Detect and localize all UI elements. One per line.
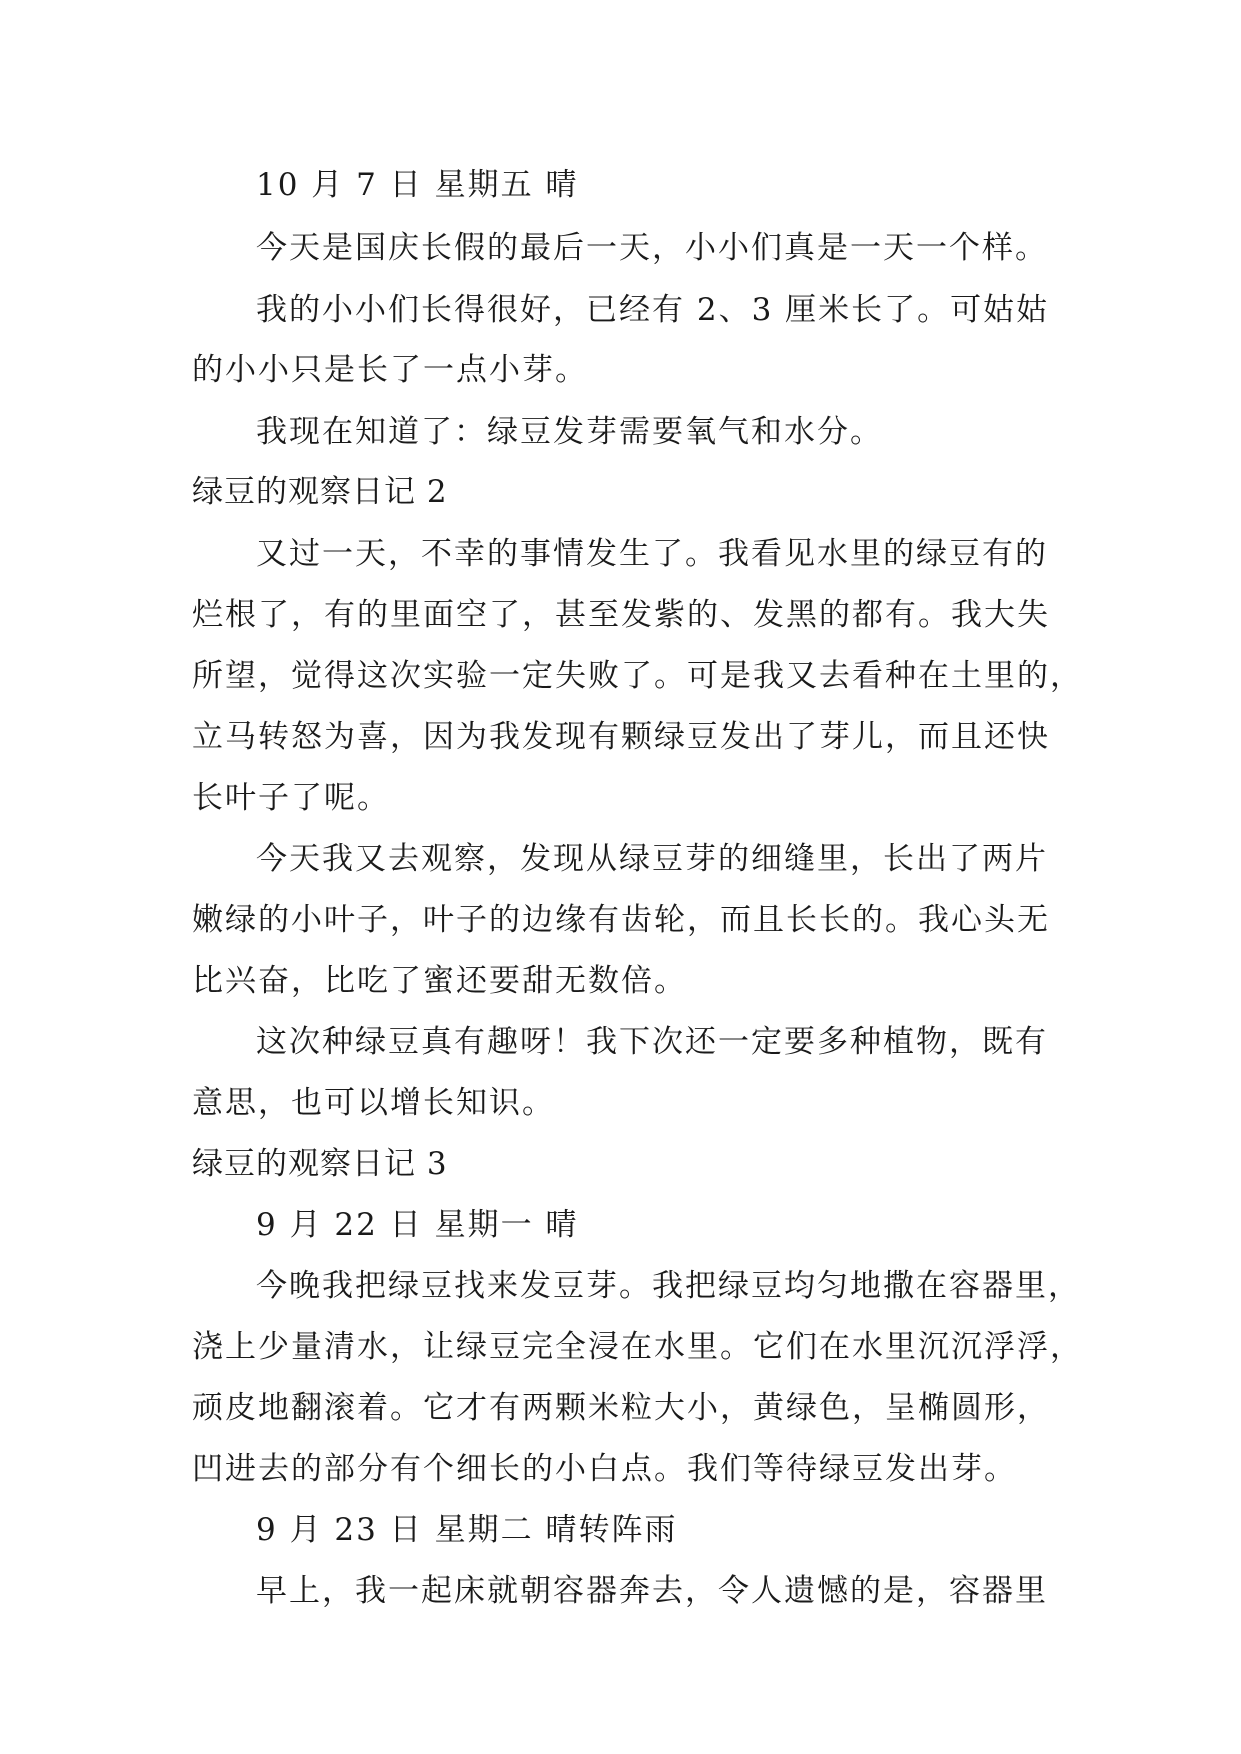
paragraph-line: 所望，觉得这次实验一定失败了。可是我又去看种在土里的，: [192, 658, 1083, 694]
paragraph-line: 今天是国庆长假的最后一天，小小们真是一天一个样。: [256, 230, 1048, 266]
paragraph-line: 立马转怒为喜，因为我发现有颗绿豆发出了芽儿，而且还快: [192, 719, 1050, 755]
paragraph-line: 长叶子了呢。: [192, 780, 390, 816]
diary-date-oct-7: 10 月 7 日 星期五 晴: [256, 167, 579, 203]
section-heading-diary-2: 绿豆的观察日记 2: [192, 474, 448, 510]
diary-date-sep-23: 9 月 23 日 星期二 晴转阵雨: [256, 1512, 678, 1548]
paragraph-line: 早上，我一起床就朝容器奔去，令人遗憾的是，容器里: [256, 1573, 1048, 1609]
paragraph-line: 今晚我把绿豆找来发豆芽。我把绿豆均匀地撒在容器里，: [256, 1268, 1081, 1304]
paragraph-line: 我现在知道了：绿豆发芽需要氧气和水分。: [256, 414, 883, 450]
paragraph-line: 意思，也可以增长知识。: [192, 1085, 555, 1121]
paragraph-line: 的小小只是长了一点小芽。: [192, 352, 588, 388]
paragraph-line: 烂根了，有的里面空了，甚至发紫的、发黑的都有。我大失: [192, 597, 1050, 633]
section-heading-diary-3: 绿豆的观察日记 3: [192, 1146, 448, 1182]
paragraph-line: 凹进去的部分有个细长的小白点。我们等待绿豆发出芽。: [192, 1451, 1017, 1487]
paragraph-line: 浇上少量清水，让绿豆完全浸在水里。它们在水里沉沉浮浮，: [192, 1329, 1083, 1365]
diary-date-sep-22: 9 月 22 日 星期一 晴: [256, 1207, 579, 1243]
paragraph-line: 又过一天，不幸的事情发生了。我看见水里的绿豆有的: [256, 536, 1048, 572]
paragraph-line: 顽皮地翻滚着。它才有两颗米粒大小，黄绿色，呈椭圆形，: [192, 1390, 1050, 1426]
paragraph-line: 这次种绿豆真有趣呀！我下次还一定要多种植物，既有: [256, 1024, 1048, 1060]
paragraph-line: 比兴奋，比吃了蜜还要甜无数倍。: [192, 963, 687, 999]
paragraph-line: 嫩绿的小叶子，叶子的边缘有齿轮，而且长长的。我心头无: [192, 902, 1050, 938]
paragraph-line: 我的小小们长得很好，已经有 2、3 厘米长了。可姑姑: [256, 292, 1050, 328]
paragraph-line: 今天我又去观察，发现从绿豆芽的细缝里，长出了两片: [256, 841, 1048, 877]
